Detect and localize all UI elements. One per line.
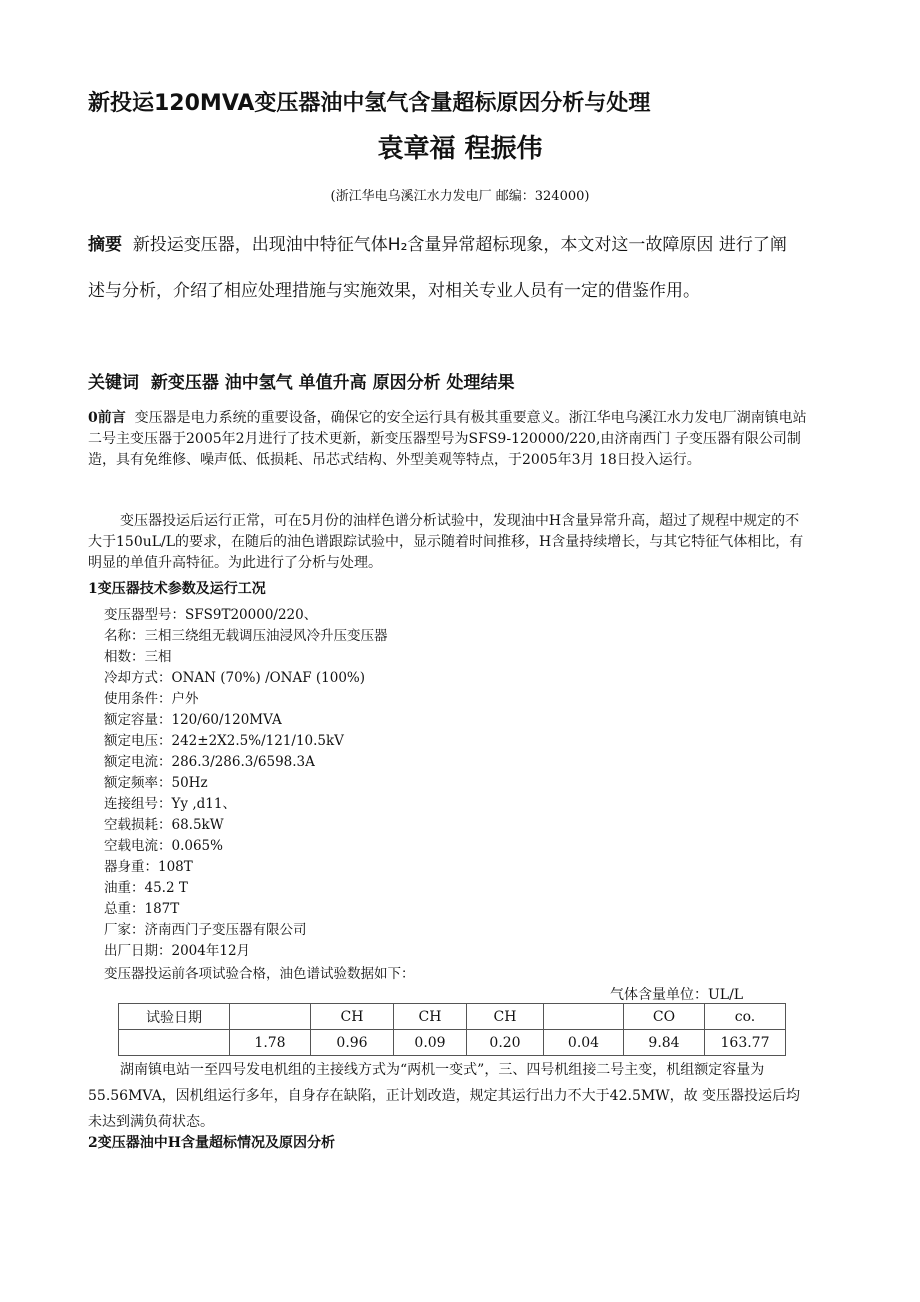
section-1-heading: 1变压器技术参数及运行工况 (88, 581, 266, 597)
section-2-heading: 2变压器油中H含量超标情况及原因分析 (88, 1135, 335, 1151)
table-cell: CO (624, 1004, 705, 1030)
gas-data-table (118, 1003, 786, 1056)
abstract-text: 新投运变压器，出现油中特征气体H₂含量异常超标现象，本文对这一故障原因 进行了阐述与分析，介绍了相应处理措施与实施效果，对相关专业人员有一定的借鉴作用。 (88, 235, 787, 301)
table-cell (230, 1004, 311, 1030)
table-row (119, 1030, 786, 1056)
spec-item: 厂家：济南西门子变压器有限公司 (104, 922, 307, 938)
keywords-label: 关键词 (88, 373, 139, 393)
table-cell: 0.96 (311, 1030, 394, 1056)
table-cell: 0.09 (394, 1030, 467, 1056)
table-cell: 163.77 (705, 1030, 786, 1056)
paper-title: 新投运120MVA变压器油中氢气含量超标原因分析与处理 (88, 91, 651, 116)
paragraph-2: 湖南镇电站一至四号发电机组的主接线方式为“两机一变式”，三、四号机组接二号主变，机组额定容量为55.56MVA，因机组运行多年，自身存在缺陷，正计划改造，规定其运行出力不大于42.5MW，故 变压器投运后均未达到满负荷状态。 (88, 1062, 801, 1130)
spec-item: 额定电压：242±2X2.5%/121/10.5kV (104, 733, 344, 749)
spec-item: 相数：三相 (104, 649, 172, 665)
table-header-row (119, 1004, 786, 1030)
table-cell (119, 1030, 230, 1056)
keywords (88, 368, 515, 393)
table-cell: CH (394, 1004, 467, 1030)
unit-label: 气体含量单位：UL/L (610, 987, 744, 1003)
abstract-label: 摘要 (88, 235, 122, 255)
table-cell: 0.04 (544, 1030, 624, 1056)
table-cell: CH (467, 1004, 544, 1030)
spec-item: 总重：187T (104, 901, 180, 917)
spec-item: 额定电流：286.3/286.3/6598.3A (104, 754, 315, 770)
intro-paragraph (88, 408, 808, 471)
intro-text: 变压器是电力系统的重要设备，确保它的安全运行具有极其重要意义。浙江华电乌溪江水力发电厂湖南镇电站二号主变压器于2005年2月进行了技术更新，新变压器型号为SFS9-120000/220,由济南西门 子变压器有限公司制造，具有免维修、噪声低、低损耗、吊芯式结构、外型美观等特点，于2005年3月 18日投入运行。 (88, 410, 807, 468)
spec-item: 器身重：108T (104, 859, 193, 875)
keywords-text: 新变压器 油中氢气 单值升高 原因分析 处理结果 (150, 373, 515, 393)
affiliation: (浙江华电乌溪江水力发电厂 邮编：324000) (330, 189, 590, 204)
table-cell: 0.20 (467, 1030, 544, 1056)
table-cell: 9.84 (624, 1030, 705, 1056)
spec-item: 冷却方式：ONAN (70%) /ONAF (100%) (104, 670, 366, 686)
authors: 袁章福 程振伟 (377, 134, 543, 164)
spec-item: 油重：45.2 T (104, 880, 188, 896)
spec-item: 额定容量：120/60/120MVA (104, 712, 282, 728)
spec-item: 空载损耗：68.5kW (104, 817, 224, 833)
spec-item: 变压器投运前各项试验合格，油色谱试验数据如下： (104, 966, 415, 982)
spec-item: 出厂日期：2004年12月 (104, 943, 251, 959)
spec-item: 变压器型号：SFS9T20000/220、 (104, 607, 318, 623)
intro-label: 0前言 (88, 410, 126, 426)
paragraph-1: 变压器投运后运行正常，可在5月份的油样色谱分析试验中，发现油中H含量异常升高，超过了规程中规定的不大于150uL/L的要求，在随后的油色谱跟踪试验中，显示随着时间推移，H含量持续增长，与其它特征气体相比，有明显的单值升高特征。为此进行了分析与处理。 (88, 513, 804, 571)
table-cell: co. (705, 1004, 786, 1030)
table-cell: CH (311, 1004, 394, 1030)
spec-item: 空载电流：0.065% (104, 838, 223, 854)
table-cell: 1.78 (230, 1030, 311, 1056)
table-cell: 试验日期 (119, 1004, 230, 1030)
spec-item: 额定频率：50Hz (104, 775, 208, 791)
abstract (88, 222, 788, 314)
spec-item: 名称：三相三绕组无载调压油浸风冷升压变压器 (104, 628, 388, 644)
table-cell (544, 1004, 624, 1030)
spec-item: 连接组号：Yy ,d11、 (104, 796, 236, 812)
spec-item: 使用条件：户外 (104, 691, 199, 707)
